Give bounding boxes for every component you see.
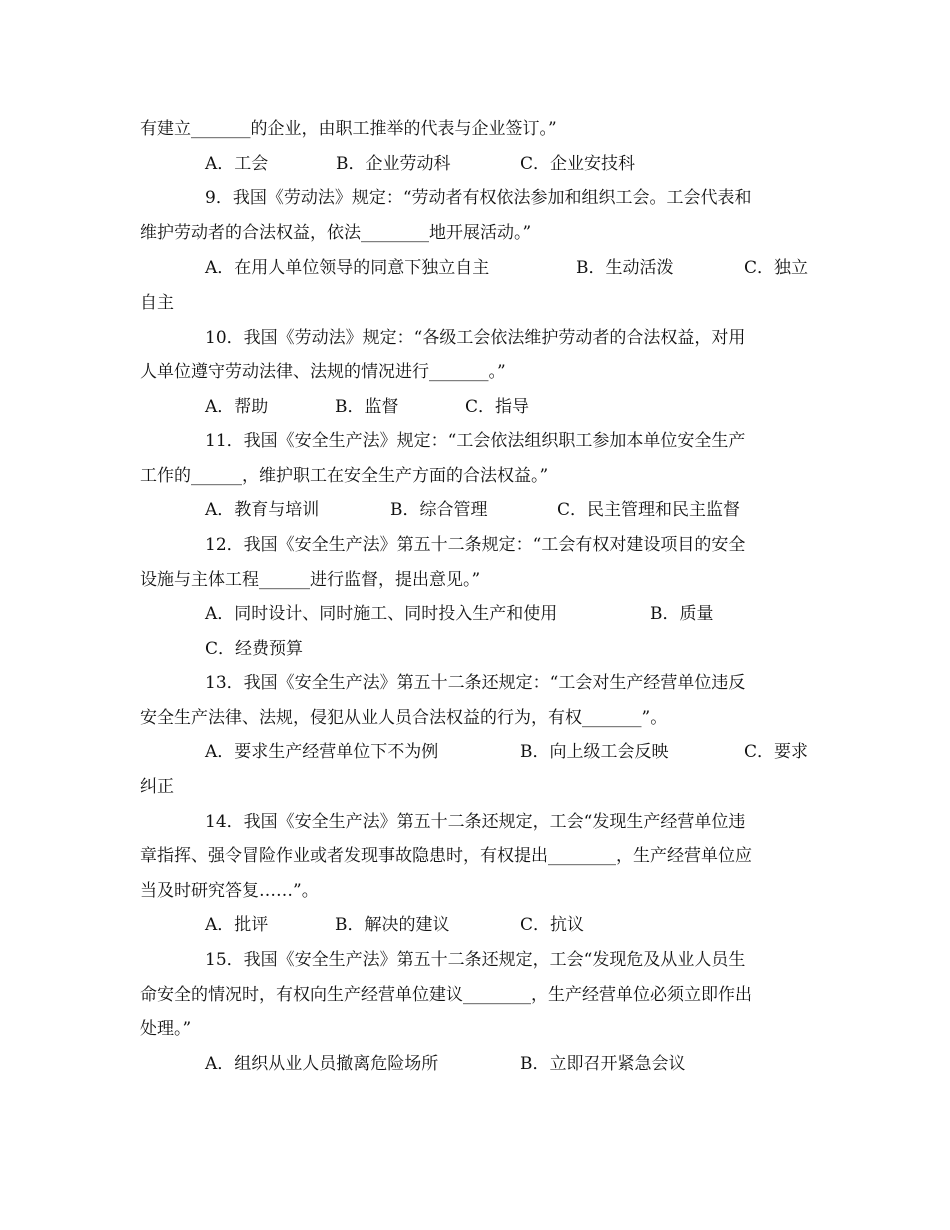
options-line — [205, 257, 809, 279]
question-10: 10．我国《劳动法》规定：“各级工会依法维护劳动者的合法权益，对用 — [205, 328, 746, 348]
options-line — [205, 603, 714, 625]
options-line — [205, 153, 636, 175]
option-c: C．独立 — [744, 258, 809, 278]
option-c: C．要求 — [744, 742, 809, 762]
question-9: 9．我国《劳动法》规定：“劳动者有权依法参加和组织工会。工会代表和 — [205, 188, 752, 208]
text-line: 纠正 — [140, 777, 174, 797]
text-line: 设施与主体工程______进行监督，提出意见。” — [140, 570, 481, 590]
option-a: A．教育与培训 — [205, 500, 320, 520]
text-line: 人单位遵守劳动法律、法规的情况进行_______。” — [140, 362, 506, 382]
option-b: B．生动活泼 — [576, 258, 674, 278]
options-line — [205, 741, 809, 763]
option-c: C．抗议 — [520, 915, 585, 935]
option-c: C．经费预算 — [205, 639, 304, 659]
text-line: 有建立_______的企业，由职工推举的代表与企业签订。” — [140, 119, 557, 139]
text-line: 当及时研究答复……”。 — [140, 881, 319, 901]
option-b: B．解决的建议 — [335, 915, 450, 935]
option-c: C．指导 — [465, 397, 530, 417]
option-b: B．综合管理 — [390, 500, 488, 520]
options-line — [205, 914, 585, 936]
options-line — [205, 1053, 686, 1075]
text-line: 安全生产法律、法规，侵犯从业人员合法权益的行为，有权_______”。 — [140, 708, 668, 728]
question-13: 13．我国《安全生产法》第五十二条还规定：“工会对生产经营单位违反 — [205, 673, 746, 693]
option-c: C．企业安技科 — [520, 154, 636, 174]
options-line — [205, 396, 530, 418]
option-a: A．同时设计、同时施工、同时投入生产和使用 — [205, 604, 558, 624]
option-a: A．帮助 — [205, 397, 269, 417]
option-a: A．在用人单位领导的同意下独立自主 — [205, 258, 490, 278]
option-c: C．民主管理和民主监督 — [557, 500, 741, 520]
option-b: B．立即召开紧急会议 — [520, 1054, 686, 1074]
question-15: 15．我国《安全生产法》第五十二条还规定，工会“发现危及从业人员生 — [205, 950, 746, 970]
option-a: A．要求生产经营单位下不为例 — [205, 742, 439, 762]
option-b: B．企业劳动科 — [336, 154, 451, 174]
option-b: B．质量 — [650, 604, 714, 624]
question-14: 14．我国《安全生产法》第五十二条还规定，工会“发现生产经营单位违 — [205, 812, 746, 832]
text-line: 自主 — [140, 293, 174, 313]
text-line: 命安全的情况时，有权向生产经营单位建议________，生产经营单位必须立即作出 — [140, 985, 752, 1005]
text-line: 工作的______，维护职工在安全生产方面的合法权益。” — [140, 466, 549, 486]
option-a: A．组织从业人员撤离危险场所 — [205, 1054, 439, 1074]
option-a: A．批评 — [205, 915, 269, 935]
text-line: 处理。” — [140, 1019, 192, 1039]
option-b: B．向上级工会反映 — [520, 742, 669, 762]
text-line: 维护劳动者的合法权益，依法________地开展活动。” — [140, 223, 532, 243]
option-b: B．监督 — [335, 397, 399, 417]
text-line: 章指挥、强令冒险作业或者发现事故隐患时，有权提出________，生产经营单位应 — [140, 846, 752, 866]
options-line — [205, 499, 741, 521]
question-12: 12．我国《安全生产法》第五十二条规定：“工会有权对建设项目的安全 — [205, 535, 746, 555]
option-a: A．工会 — [205, 154, 269, 174]
question-11: 11．我国《安全生产法》规定：“工会依法组织职工参加本单位安全生产 — [205, 431, 746, 451]
